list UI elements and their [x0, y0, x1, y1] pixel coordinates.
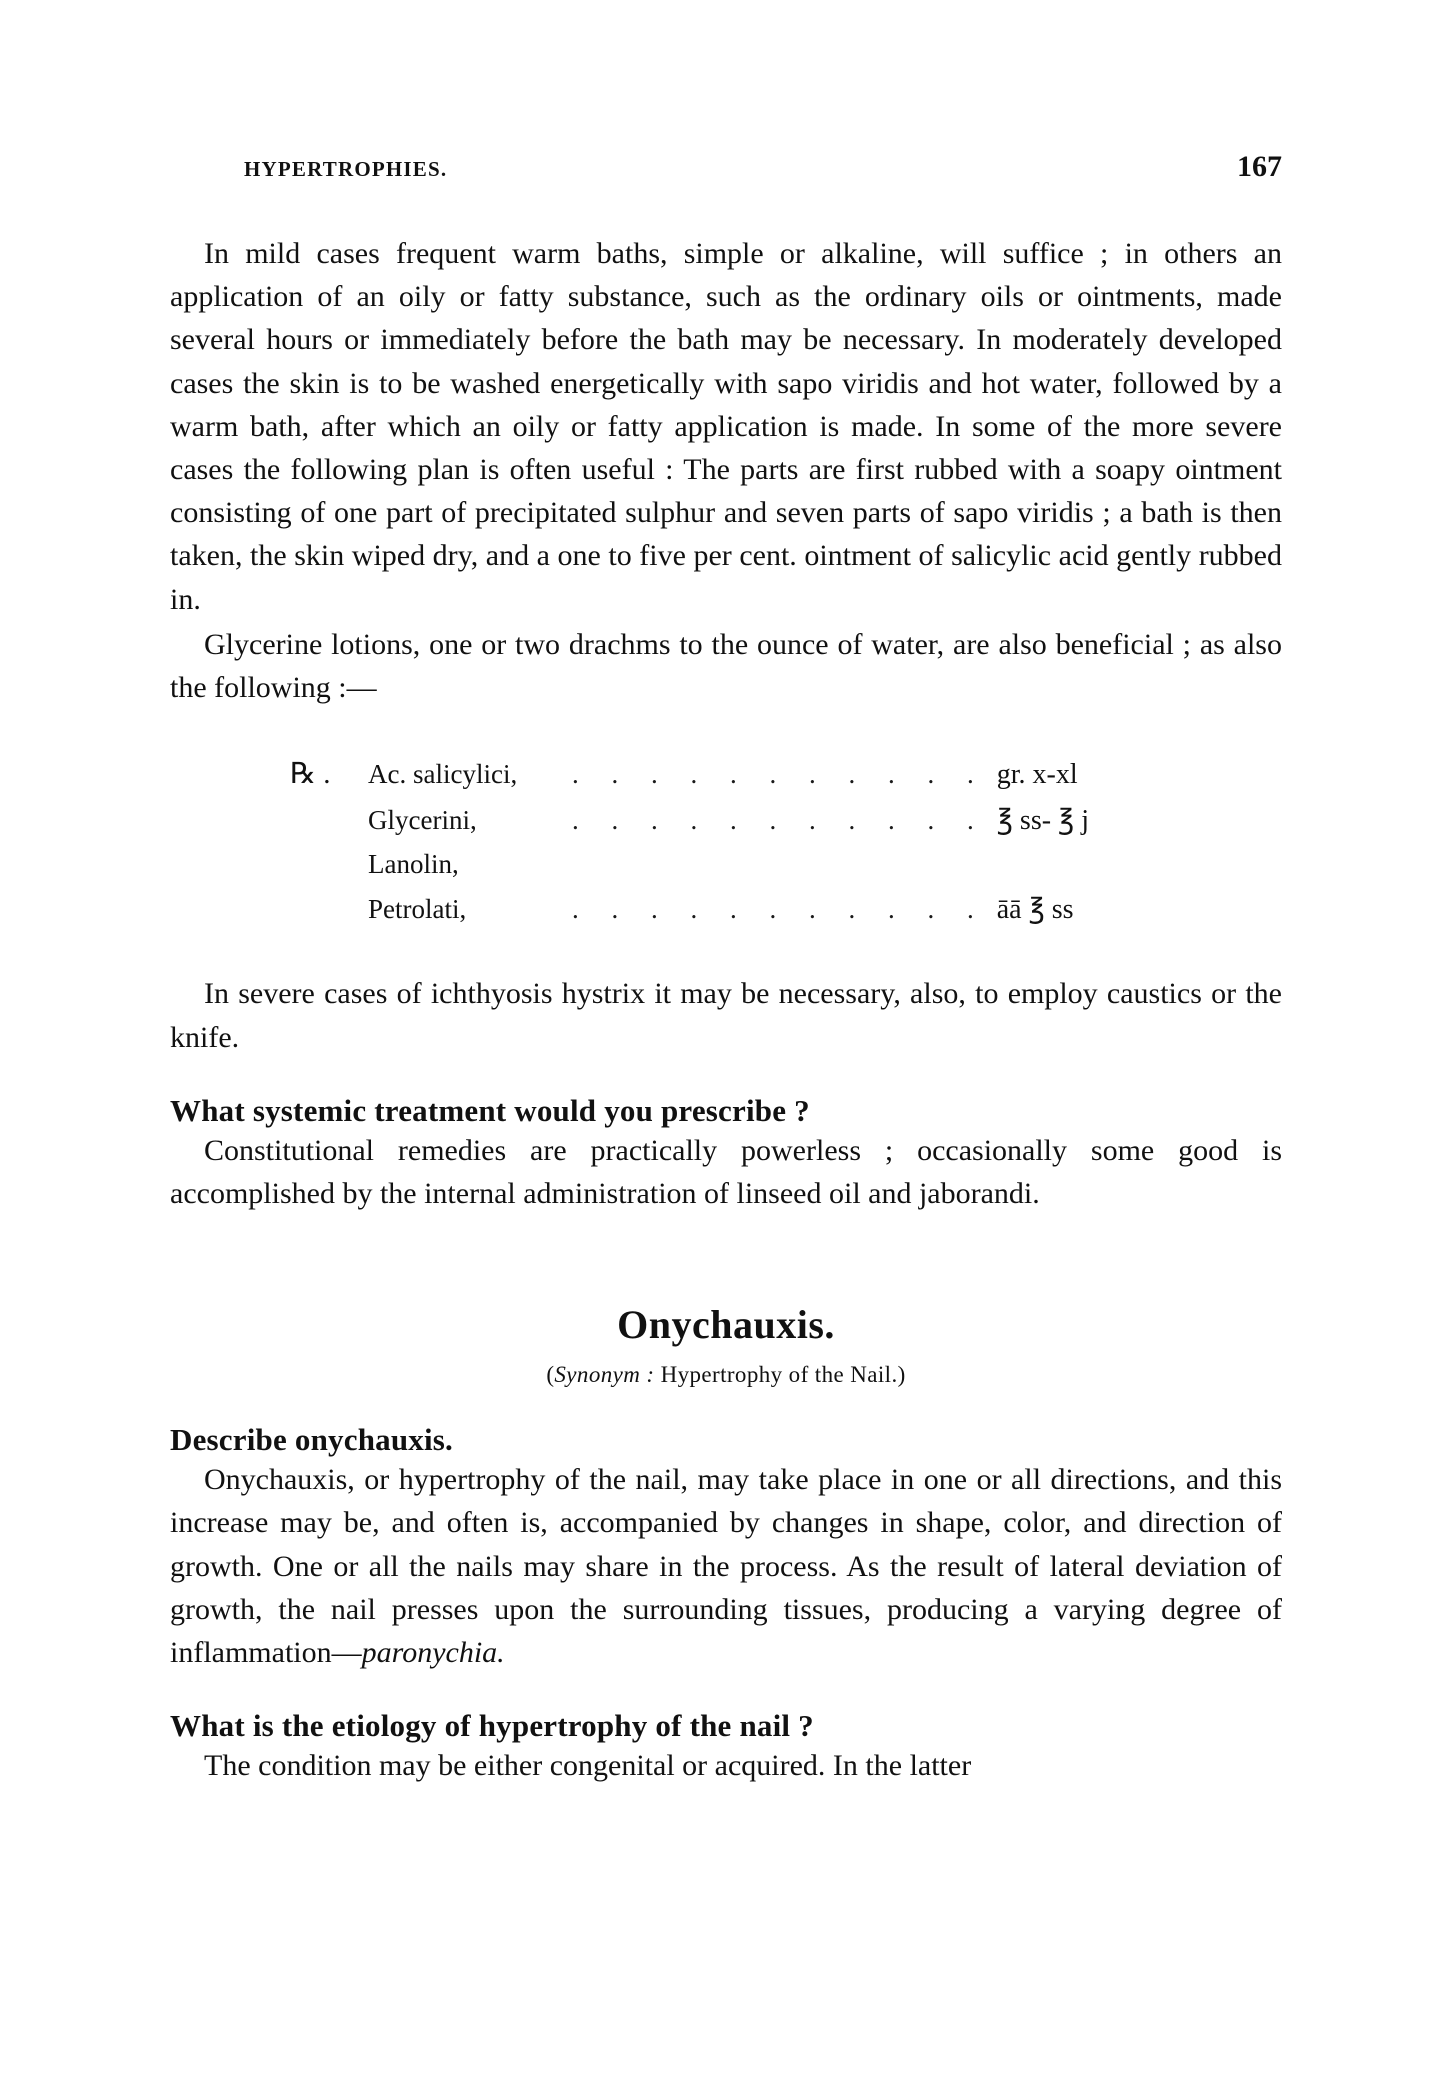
prescription-line — [290, 887, 1282, 932]
question-etiology-nail-hypertrophy: What is the etiology of hypertrophy of the nail ? — [170, 1708, 814, 1744]
prescription-line — [290, 843, 1282, 887]
page-number: 167 — [1237, 150, 1282, 183]
running-head: HYPERTROPHIES. — [244, 157, 448, 181]
prescription-ingredient: Glycerini, — [368, 805, 477, 836]
synonym-label: Synonym : — [554, 1362, 655, 1388]
paragraph-onychauxis-description — [170, 1458, 1282, 1674]
prescription-dose: gr. x-xl — [996, 759, 1078, 791]
leader-dots: . . . . . . . . . . . — [572, 894, 987, 925]
page-header — [170, 150, 1282, 184]
paragraph-etiology-answer: The condition may be either congenital or acquired. In the latter — [204, 1749, 972, 1783]
prescription-ingredient: Petrolati, — [368, 894, 467, 925]
paragraph-ichthyosis-hystrix: In severe cases of ichthyosis hystrix it may be necessary, also, to employ caustics or the knife. — [170, 977, 1282, 1054]
paragraph-glycerine-lotions: Glycerine lotions, one or two drachms to the ounce of water, are also beneficial ; as also the following :— — [170, 627, 1282, 704]
synonym-paren-open: ( — [546, 1362, 555, 1388]
section-synonym — [170, 1362, 1282, 1388]
prescription-line — [290, 751, 1282, 798]
prescription-ingredient: Ac. salicylici, — [368, 759, 518, 790]
rx-symbol-icon: ℞ . — [290, 758, 331, 791]
paragraph-constitutional-remedies: Constitutional remedies are practically powerless ; occasionally some good is accomplished by the internal administration of linseed oil and jaborandi. — [170, 1133, 1282, 1211]
prescription-line — [290, 798, 1282, 843]
section-title-onychauxis: Onychauxis. — [617, 1302, 835, 1348]
prescription-ingredient: Lanolin, — [368, 849, 459, 880]
prescription-dose: āā ℥ ss — [996, 894, 1074, 926]
prescription-block — [170, 751, 1282, 932]
synonym-text: Hypertrophy of the Nail.) — [660, 1362, 906, 1388]
question-systemic-treatment: What systemic treatment would you prescribe ? — [170, 1092, 810, 1128]
paragraph-treatment-topical: In mild cases frequent warm baths, simple or alkaline, will suffice ; in others an application of an oily or fatty substance, such as the ordinary oils or ointments, made several hours or immediately before the bath may be necessary. In moderately developed cases the skin is to be washed energetically with sapo viridis and hot water, followed by a warm bath, after which an oily or fatty application is made. In some of the more severe cases the following plan is often useful : The parts are first rubbed with a soapy ointment consisting of one part of precipitated sulphur and seven parts of sapo viridis ; a bath is then taken, the skin wiped dry, and a one to five per cent. ointment of salicylic acid gently rubbed in. — [170, 237, 1282, 616]
prescription-dose: ℥ ss- ℥ j — [996, 805, 1089, 837]
paragraph-text-main: Onychauxis, or hypertrophy of the nail, may take place in one or all directions, and this increase may be, and often is, accompanied by changes in shape, color, and direction of growth. One or all the nails may share in the process. As the result of lateral deviation of growth, the nail presses upon the surrounding tissues, producing a varying degree of inflammation— — [170, 1463, 1282, 1669]
leader-dots: . . . . . . . . . . . — [572, 805, 987, 836]
leader-dots: . . . . . . . . . . . — [572, 759, 987, 790]
question-describe-onychauxis: Describe onychauxis. — [170, 1422, 453, 1458]
term-paronychia: paronychia. — [361, 1635, 505, 1669]
